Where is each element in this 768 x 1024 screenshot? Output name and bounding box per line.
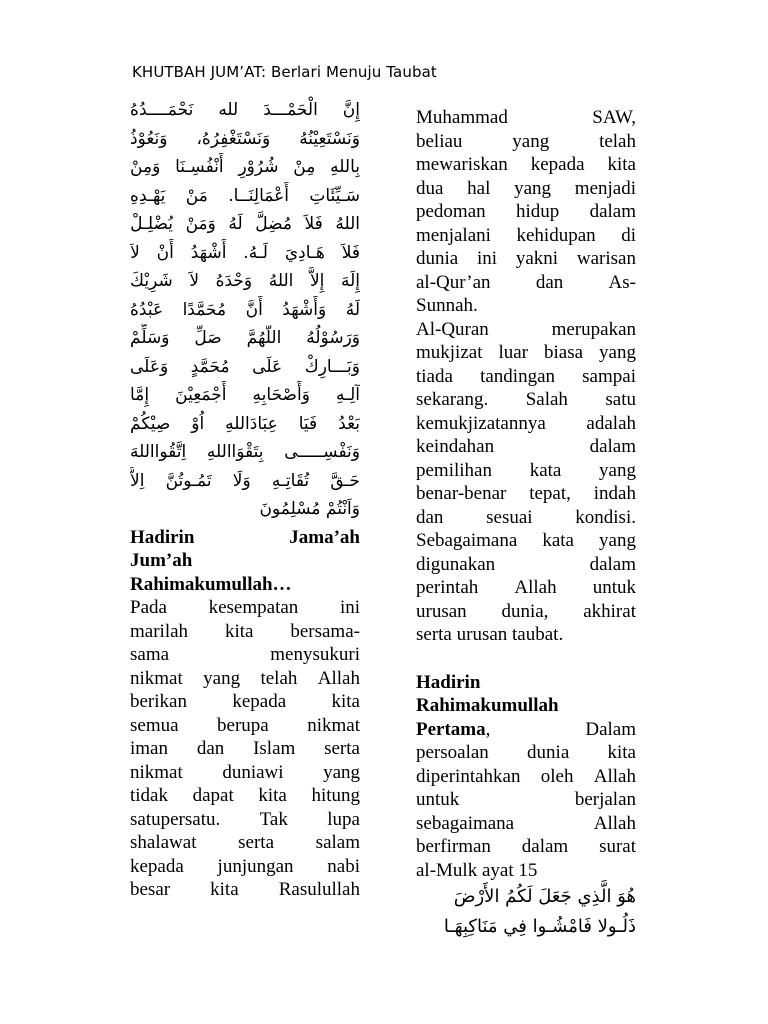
text-line: dunia ini yakni warisan	[416, 248, 636, 269]
text-line: sekarang. Salah satu	[416, 389, 636, 410]
text-line: al-Qur’an dan As-	[416, 271, 636, 293]
text-line: diperintahkan oleh Allah	[416, 765, 636, 787]
text-line: benar-benar tepat, indah	[416, 483, 636, 504]
arabic-verse-line: هُوَ الَّذِي جَعَلَ لَكُمُ الأَرْضَ	[453, 886, 636, 907]
heading2-hadirin: Hadirin	[416, 671, 481, 693]
text-line: keindahan dalam	[416, 436, 636, 457]
pertama-label: Pertama	[416, 718, 486, 740]
paragraph-warisan	[416, 106, 636, 294]
text-line: besar kita Rasulullah	[130, 879, 360, 900]
text-line: urusan dunia, akhirat	[416, 600, 636, 622]
text-line: digunakan dalam	[416, 553, 636, 575]
text-line: kepada junjungan nabi	[130, 855, 360, 877]
paragraph-persoalan-dunia	[416, 741, 636, 859]
text-line: Al-Quran merupakan	[416, 318, 636, 340]
arabic-line: آلِـهِ وَأَصْحَابِهِ أَجْمَعِيْنَ إِمَّا	[130, 385, 360, 405]
text-line: shalawat serta salam	[130, 832, 360, 853]
text-line: Pada kesempatan ini	[130, 597, 360, 618]
heading-word-jumah: Jum’ah	[130, 550, 193, 571]
text-line: tiada tandingan sampai	[416, 365, 636, 387]
text-line: kemukjizatannya adalah	[416, 412, 636, 434]
left-column	[130, 96, 360, 902]
paragraph-mukjizat	[416, 318, 636, 624]
heading-word-rahimakumullah: Rahimakumullah…	[130, 573, 292, 595]
text-line: pemilihan kata yang	[416, 459, 636, 481]
text-line: dua hal yang menjadi	[416, 177, 636, 199]
arabic-line: لَهُ وَأَشْهَدُ أَنَّ مُحَمَّدًا عَبْدُهُ	[130, 299, 360, 320]
text-line: untuk berjalan	[416, 789, 636, 810]
text-line: berikan kepada kita	[130, 691, 360, 712]
arabic-verse-line: ذَلُـولا فَامْشُـوا فِي مَنَاكِبِهَـا	[443, 916, 636, 937]
paragraph-mukjizat-last-line: serta urusan taubat.	[416, 624, 564, 645]
text-line: semua berupa nikmat	[130, 714, 360, 736]
heading-word-jamaah: Jama’ah	[289, 526, 360, 548]
text-line: menjalani kehidupan di	[416, 224, 636, 246]
text-line: pedoman hidup dalam	[416, 201, 636, 222]
heading-word-hadirin: Hadirin	[130, 526, 195, 548]
paragraph-persoalan-last-line: al-Mulk ayat 15	[416, 859, 538, 881]
arabic-opening-prayer	[130, 96, 360, 524]
arabic-line: وَاَنْتُمْ مُسْلِمُونَ	[259, 499, 360, 519]
text-line: nikmat duniawi yang	[130, 761, 360, 783]
pertama-line	[416, 718, 636, 742]
arabic-line: وَرَسُوْلُهُ اللّهُمَّ صَلِّ وَسَلِّمْ	[130, 328, 360, 348]
arabic-line: بَعْدُ فَيَا عِبَادَاللهِ اُوْ صِيْكُمْ	[130, 413, 360, 434]
text-line: berfirman dalam surat	[416, 836, 636, 857]
arabic-line: وَنَسْتَعِيْنُهُ وَنَسْتَغْفِرُهُ، وَنَعُوْذُ	[130, 128, 360, 149]
left-body-paragraph	[130, 596, 360, 902]
text-line: dan sesuai kondisi.	[416, 506, 636, 528]
text-line: iman dan Islam serta	[130, 738, 360, 759]
text-line: Muhammad SAW,	[416, 107, 636, 128]
text-line: marilah kita bersama-	[130, 620, 360, 642]
text-line: satupersatu. Tak lupa	[130, 808, 360, 830]
arabic-line: وَنَفْسِـــــى بِتَقْوَااللهِ اِتَّقُوااللهَ	[130, 442, 360, 462]
text-line: nikmat yang telah Allah	[130, 667, 360, 689]
arabic-line: إِلَهَ إِلاَّ اللهُ وَحْدَهُ لاَ شَرِيْكَ	[130, 271, 360, 291]
text-line: sebagaimana Allah	[416, 812, 636, 834]
pertama-comma: ,	[485, 718, 491, 740]
arabic-line: فَلاَ هَـادِيَ لَـهُ. أَشْهَدُ أَنْ لاَ	[130, 242, 360, 263]
pertama-dalam: Dalam	[585, 718, 636, 740]
text-line: perintah Allah untuk	[416, 577, 636, 598]
text-line: tidak dapat kita hitung	[130, 785, 360, 806]
text-line: mukjizat luar biasa yang	[416, 342, 636, 363]
text-line: persoalan dunia kita	[416, 742, 636, 763]
arabic-verse-al-mulk-15	[416, 882, 636, 942]
paragraph-warisan-last-line: Sunnah.	[416, 295, 478, 316]
arabic-line: بِاللهِ مِنْ شُرُوْرِ أَنْفُسِـنَا وَمِنْ	[130, 157, 360, 177]
text-line: Sebagaimana kata yang	[416, 530, 636, 551]
section-heading-hadirin-jamaah	[130, 526, 360, 597]
arabic-line: إِنَّ الْحَمْـــدَ لله نَحْمَــــدُهُ	[130, 100, 360, 120]
text-line: beliau yang telah	[416, 130, 636, 152]
document-header: KHUTBAH JUM’AT: Berlari Menuju Taubat	[132, 63, 437, 81]
arabic-line: سَـيِّئَاتِ أَعْمَالِنَــا. مَنْ يَهْـدِهِ	[130, 185, 360, 206]
right-column	[416, 106, 636, 942]
arabic-line: حَـقَّ تُقَاتِـهِ وَلَا تَمُـوتُنَّ اِلاَّ	[130, 470, 360, 491]
heading2-rahimakumullah: Rahimakumullah	[416, 695, 559, 716]
text-line: sama menysukuri	[130, 644, 360, 665]
arabic-line: وَبَـــارِكْ عَلَى مُحَمَّدٍ وَعَلَى	[130, 356, 360, 377]
arabic-line: اللهُ فَلاَ مُضِلَّ لَهُ وَمَنْ يُضْلِـلْ	[130, 214, 360, 234]
text-line: mewariskan kepada kita	[416, 154, 636, 175]
